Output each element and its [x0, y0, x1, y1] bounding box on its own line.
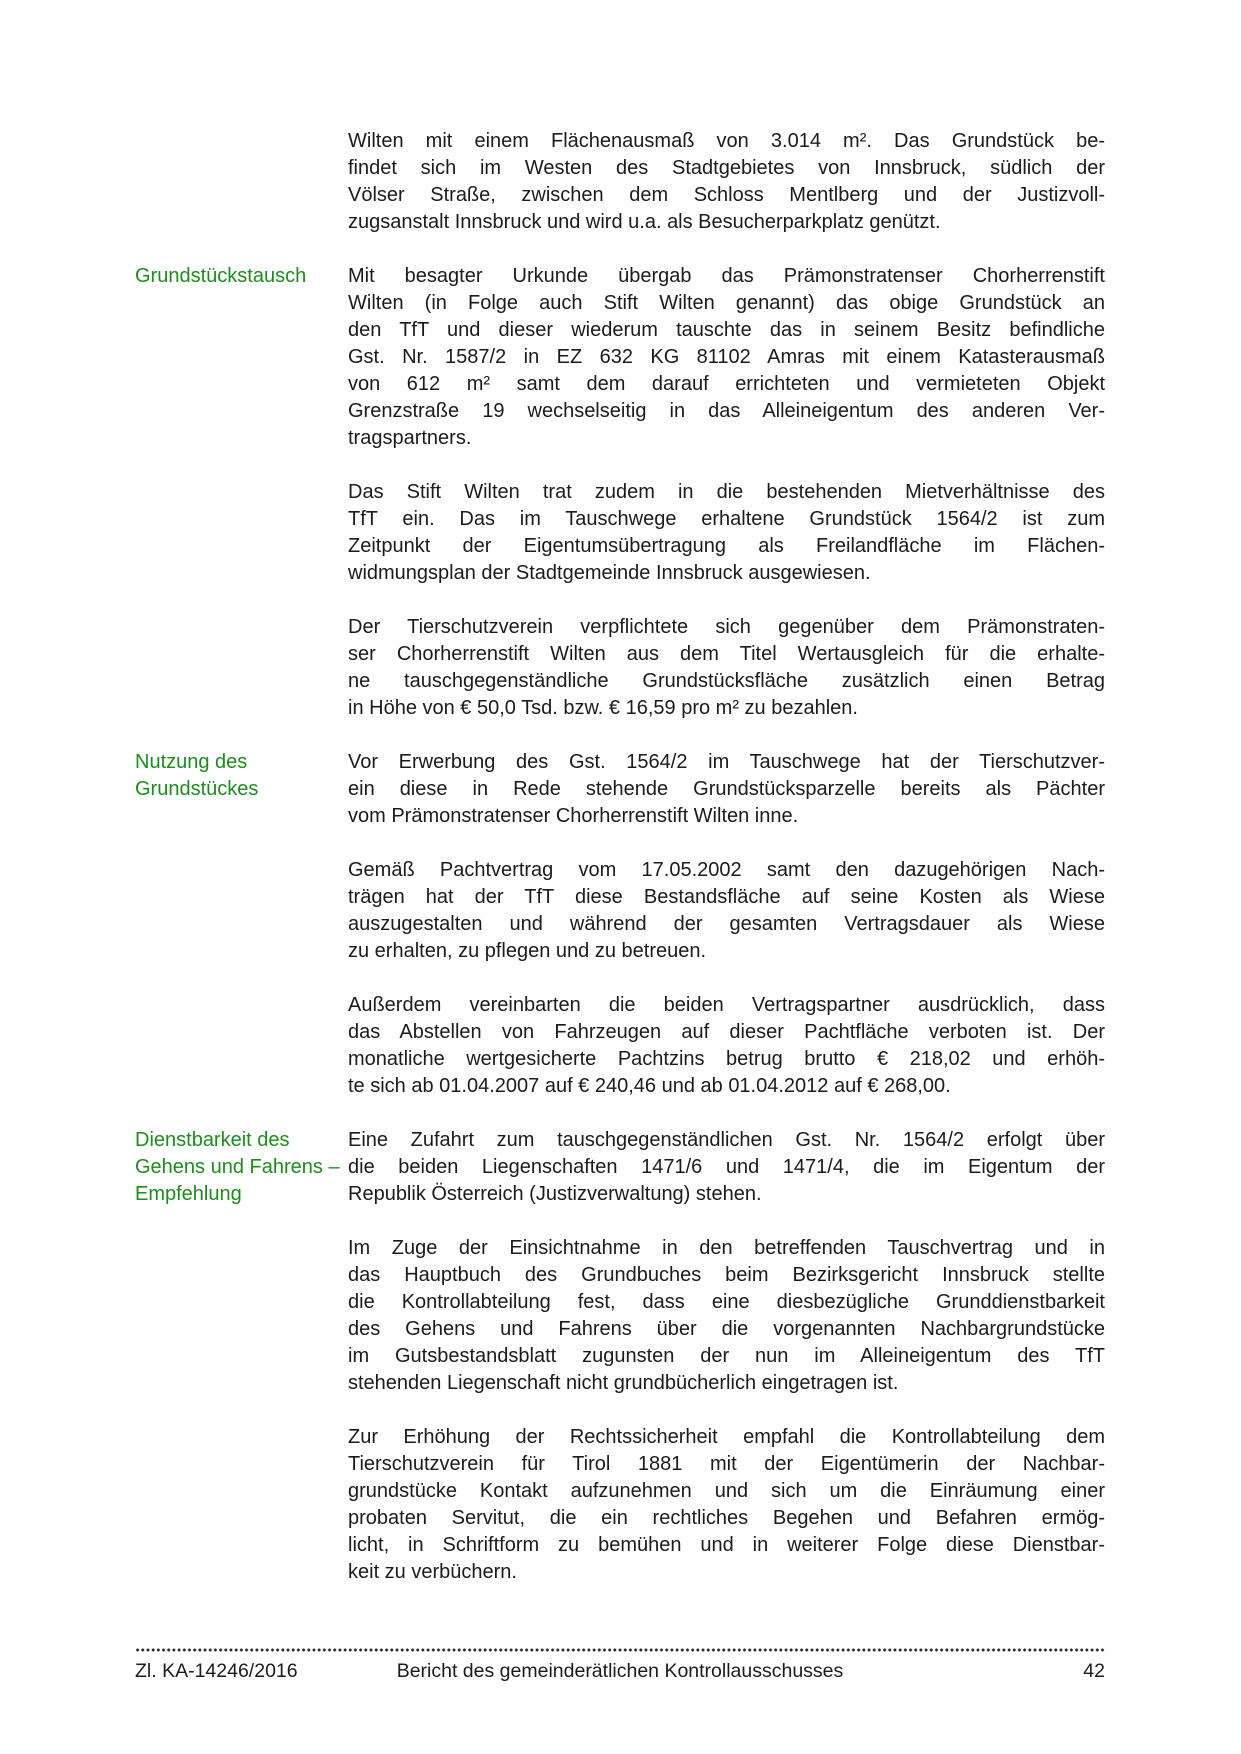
- section-empfehlung: [135, 1424, 1105, 1586]
- section-nutzung: [135, 749, 1105, 830]
- footer-reference-number: Zl. KA-14246/2016: [135, 1660, 298, 1682]
- section-wertausgleich: [135, 614, 1105, 722]
- paragraph-zufahrt: Eine Zufahrt zum tauschgegenständlichen Gst. Nr. 1564/2 erfolgt über die beiden Liegenschaften 1471/6 und 1471/4, die im Eigentum der Republik Österreich (Justizverwaltung) stehen.: [348, 1129, 1105, 1205]
- paragraph-urkunde-tausch: Mit besagter Urkunde übergab das Prämonstratenser Chorherrenstift Wilten (in Folge auch Stift Wilten genannt) das obige Grundstück an den TfT und dieser wiederum tauschte das in seinem Besitz befindliche Gst. Nr. 1587/2 in EZ 632 KG 81102 Amras mit einem Katasterausmaß von 612 m² samt dem darauf errichteten und vermieteten Objekt Grenzstraße 19 wechselseitig in das Alleineigentum des anderen Ver- tragspartners.: [348, 265, 1105, 449]
- margin-label-dienstbarkeit-empfehlung: Dienstbarkeit des Gehens und Fahrens – Empfehlung: [135, 1129, 340, 1205]
- margin-label-nutzung-des-grundstueckes: Nutzung des Grundstückes: [135, 751, 259, 800]
- paragraph-erwerbung-paechter: Vor Erwerbung des Gst. 1564/2 im Tauschwege hat der Tierschutzver- ein diese in Rede stehende Grundstücksparzelle bereits als Pächter vom Prämonstratenser Chorherrenstift Wilten inne.: [348, 751, 1105, 827]
- paragraph-wertausgleich: Der Tierschutzverein verpflichtete sich gegenüber dem Prämonstraten- ser Chorherrenstift Wilten aus dem Titel Wertausgleich für die erhalte- ne tauschgegenständliche Grundstücksfläche zusätzlich einen Betrag in Höhe von € 50,0 Tsd. bzw. € 16,59 pro m² zu bezahlen.: [348, 616, 1105, 719]
- paragraph-empfehlung-servitut: Zur Erhöhung der Rechtssicherheit empfahl die Kontrollabteilung dem Tierschutzverein für Tirol 1881 mit der Eigentümerin der Nachbar- grundstücke Kontakt aufzunehmen und sich um die Einräumung einer probaten Servitut, die ein rechtliches Begehen und Befahren ermög- licht, in Schriftform zu bemühen und in weiterer Folge diese Dienstbar- keit zu verbüchern.: [348, 1426, 1105, 1583]
- margin-label-grundstueckstausch: Grundstückstausch: [135, 265, 307, 287]
- paragraph-pachtzins: Außerdem vereinbarten die beiden Vertragspartner ausdrücklich, dass das Abstellen von Fahrzeugen auf dieser Pachtfläche verboten ist. Der monatliche wertgesicherte Pachtzins betrug brutto € 218,02 und erhöh- te sich ab 01.04.2007 auf € 240,46 und ab 01.04.2012 auf € 268,00.: [348, 994, 1105, 1097]
- section-einsichtnahme: [135, 1235, 1105, 1397]
- page-footer: [135, 1648, 1105, 1683]
- section-intro: [135, 128, 1105, 236]
- paragraph-pachtvertrag: Gemäß Pachtvertrag vom 17.05.2002 samt den dazugehörigen Nach- trägen hat der TfT diese Bestandsfläche auf seine Kosten als Wiese auszugestalten und während der gesamten Vertragsdauer als Wiese zu erhalten, zu pflegen und zu betreuen.: [348, 859, 1105, 962]
- footer-dotted-rule: [135, 1648, 1105, 1652]
- paragraph-einsichtnahme: Im Zuge der Einsichtnahme in den betreffenden Tauschvertrag und in das Hauptbuch des Grundbuches beim Bezirksgericht Innsbruck stellte die Kontrollabteilung fest, dass eine diesbezügliche Grunddienstbarkeit des Gehens und Fahrens über die vorgenannten Nachbargrundstücke im Gutsbestandsblatt zugunsten der nun im Alleineigentum des TfT stehenden Liegenschaft nicht grundbücherlich eingetragen ist.: [348, 1237, 1105, 1394]
- section-dienstbarkeit: [135, 1127, 1105, 1208]
- page-content: [135, 128, 1105, 1613]
- section-grundstueckstausch: [135, 263, 1105, 452]
- footer-row: [135, 1659, 1105, 1683]
- footer-report-title: Bericht des gemeinderätlichen Kontrollausschusses: [396, 1660, 844, 1682]
- paragraph-flaechenausmass: Wilten mit einem Flächenausmaß von 3.014 m². Das Grundstück be- findet sich im Westen des Stadtgebietes von Innsbruck, südlich der Völser Straße, zwischen dem Schloss Mentlberg und der Justizvoll- zugsanstalt Innsbruck und wird u.a. als Besucherparkplatz genützt.: [348, 130, 1105, 233]
- footer-page-number: 42: [1083, 1660, 1105, 1682]
- paragraph-mietverhaeltnisse: Das Stift Wilten trat zudem in die bestehenden Mietverhältnisse des TfT ein. Das im Tauschwege erhaltene Grundstück 1564/2 ist zum Zeitpunkt der Eigentumsübertragung als Freilandfläche im Flächen- widmungsplan der Stadtgemeinde Innsbruck ausgewiesen.: [348, 481, 1105, 584]
- section-pachtzins: [135, 992, 1105, 1100]
- section-mietverhaeltnisse: [135, 479, 1105, 587]
- section-pachtvertrag: [135, 857, 1105, 965]
